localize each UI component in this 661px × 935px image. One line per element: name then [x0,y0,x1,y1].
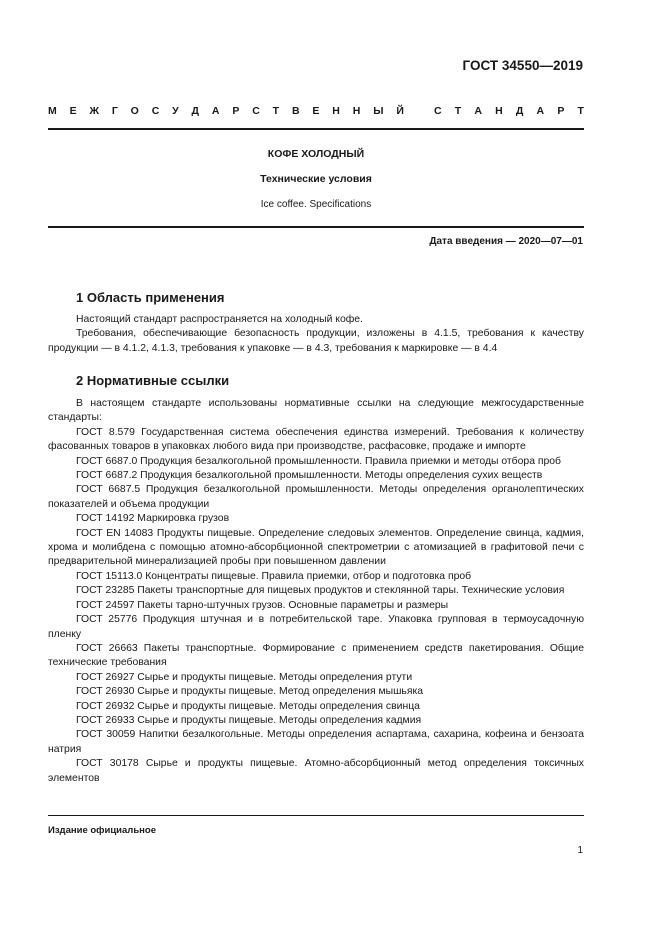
banner-letter: А [536,105,545,117]
banner-letter: Ж [89,105,99,117]
banner-letter: В [291,105,300,117]
top-divider [48,128,584,130]
banner-letter: У [172,105,179,117]
reference-item: ГОСТ 26932 Сырье и продукты пищевые. Методы определения свинца [76,700,420,712]
reference-item: ГОСТ 15113.0 Концентраты пищевые. Правила приемки, отбор и подготовка проб [76,570,472,582]
document-title: КОФЕ ХОЛОДНЫЙ [267,148,365,160]
banner-letter: Ы [373,105,384,117]
banner-word-interstate [48,105,404,117]
banner-letter: С [151,105,160,117]
banner-letter: Е [69,105,77,117]
banner-letter: Д [191,105,200,117]
reference-item: ГОСТ 8.579 Государственная система обеспечения единства измерений. Требования к количеству фасованных товаров в упаковках любого вида при производстве, расфасовке, продаже и импорте [48,426,584,453]
paragraph: Требования, обеспечивающие безопасность продукции, изложены в 4.1.5, требования к качеству продукции — в 4.1.2, 4.1.3, требования к упаковке — в 4.3, требования к маркировке — в 4.4 [48,328,584,354]
document-subtitle: Технические условия [260,173,372,185]
banner-letter: Р [232,105,240,117]
reference-item: ГОСТ 26930 Сырье и продукты пищевые. Метод определения мышьяка [76,686,424,698]
banner-word-standard [434,105,584,117]
banner-letter: Г [111,105,118,117]
standard-type-banner [48,105,584,117]
section-2-heading: 2 Нормативные ссылки [76,373,230,388]
banner-letter: Н [495,105,503,117]
reference-item: ГОСТ 24597 Пакеты тарно-штучных грузов. Основные параметры и размеры [76,599,449,611]
official-edition-note: Издание официальное [48,825,156,836]
footer-divider [48,815,584,816]
banner-letter: Т [577,105,584,117]
reference-item: ГОСТ 30059 Напитки безалкогольные. Методы определения аспартама, сахарина, кофеина и бензоата натрия [48,729,584,755]
reference-item: ГОСТ 14192 Маркировка грузов [76,513,230,525]
section-1-body [48,313,584,356]
reference-item: ГОСТ 23285 Пакеты транспортные для пищевых продуктов и стеклянной тары. Технические условия [76,585,565,597]
banner-letter: Й [396,105,404,117]
banner-letter: Е [312,105,320,117]
reference-item: ГОСТ 26663 Пакеты транспортные. Формирование с применением средств пакетирования. Общие технические требования [48,642,584,669]
banner-letter: М [48,105,57,117]
reference-item: ГОСТ 6687.5 Продукция безалкогольной промышленности. Методы определения органолептических показателей и объема продукции [48,484,584,510]
reference-item: ГОСТ 25776 Продукция штучная и в потребительской таре. Упаковка групповая в термоусадочную пленку [48,614,584,640]
banner-letter: Р [557,105,565,117]
reference-item: ГОСТ 30178 Сырье и продукты пищевые. Атомно-абсорбционный метод определения токсичных элементов [48,758,584,784]
banner-letter: Т [454,105,462,117]
reference-item: ГОСТ 6687.0 Продукция безалкогольной промышленности. Правила приемки и методы отбора проб [76,455,561,467]
banner-letter: С [252,105,260,117]
banner-letter: Т [272,105,280,117]
section-2-body [48,397,584,786]
section-1-heading: 1 Область применения [76,290,225,305]
reference-item: ГОСТ EN 14083 Продукты пищевые. Определение следовых элементов. Определение свинца, кадмия, хрома и молибдена с помощью атомно-абсорбционной спектрометрии с атомизацией в графитовой печи с предварительной минерализацией пробы при повышенном давлении [48,527,584,568]
banner-letter: Н [352,105,361,117]
paragraph: Настоящий стандарт распространяется на холодный кофе. [76,314,363,325]
banner-letter: А [474,105,482,117]
reference-item: ГОСТ 26927 Сырье и продукты пищевые. Методы определения ртути [76,671,413,683]
reference-item: ГОСТ 26933 Сырье и продукты пищевые. Методы определения кадмия [76,714,422,726]
banner-letter: С [434,105,442,117]
banner-letter: Н [332,105,340,117]
page-number: 1 [577,845,583,856]
reference-item: ГОСТ 6687.2 Продукция безалкогольной промышленности. Методы определения сухих веществ [76,470,543,482]
standard-number: ГОСТ 34550—2019 [462,58,583,73]
banner-letter: Д [515,105,524,117]
effective-date: Дата введения — 2020—07—01 [429,236,583,247]
english-title: Ice coffee. Specifications [260,199,372,210]
banner-letter: О [130,105,139,117]
banner-letter: А [211,105,220,117]
paragraph: В настоящем стандарте использованы нормативные ссылки на следующие межгосударственные стандарты: [48,398,584,424]
title-divider [48,226,584,228]
